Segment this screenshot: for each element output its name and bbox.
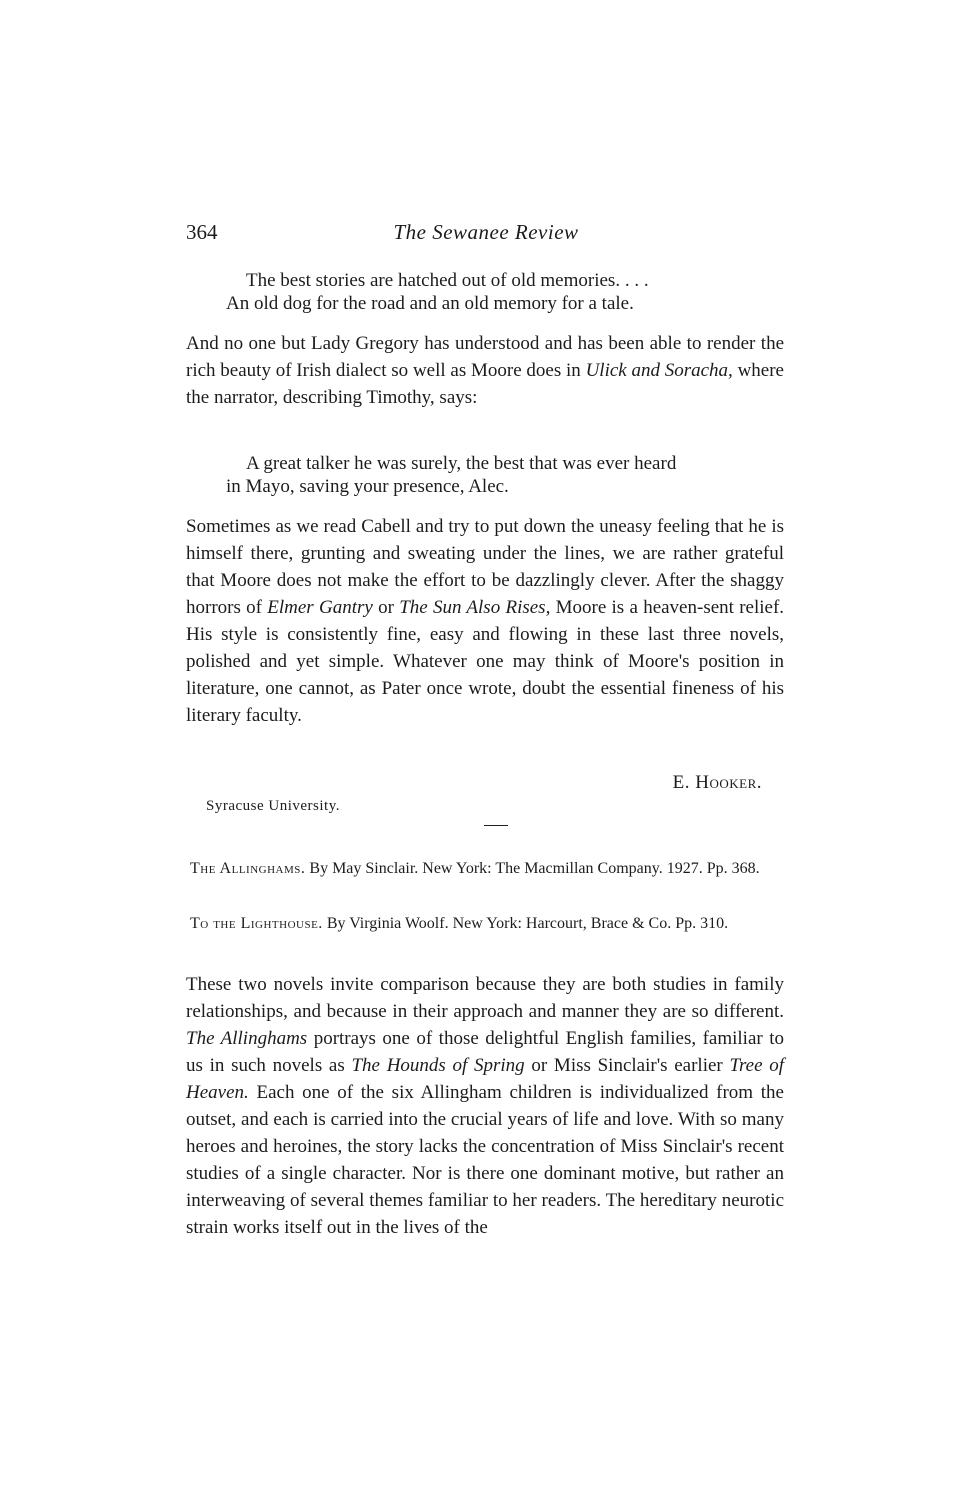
citation-details: By Virginia Woolf. New York: Harcourt, Brace & Co. Pp. 310.: [322, 915, 729, 932]
text-run: portrays one of those delightful English families, familiar to us in such novels as: [186, 1028, 784, 1076]
quote-line: An old dog for the road and an old memory for a tale.: [226, 293, 634, 314]
book-title-hounds-of-spring: The Hounds of Spring: [351, 1055, 525, 1076]
section-divider: [484, 825, 508, 826]
book-citation-lighthouse: [190, 913, 786, 935]
book-title-elmer-gantry: Elmer Gantry: [267, 597, 373, 618]
book-title-sun-also-rises: The Sun Also Rises,: [399, 597, 551, 618]
text-run: Each one of the six Allingham children is individualized from the outset, and each is carried into the crucial years of life and love. With so many heroes and heroines, the story lacks the concentration of Miss Sinclair's recent studies of a single character. Nor is there one dominant motive, but rather an interweaving of several themes familiar to her readers. The hereditary neurotic strain works itself out in the lives of the: [186, 1082, 784, 1238]
book-title-tree-of-heaven: Tree of Heaven.: [186, 1055, 785, 1103]
quote-line: A great talker he was surely, the best that was ever heard: [246, 453, 677, 474]
citation-title: The Allinghams.: [190, 860, 306, 877]
text-run: Moore is a heaven-sent relief. His style is consistently fine, easy and flowing in these last three novels, polished and yet simple. Whatever one may think of Moore's position in literature, one cannot, as Pater once wrote, doubt the essential fineness of his literary faculty.: [186, 597, 785, 726]
book-title-allinghams: The Allinghams: [186, 1028, 308, 1049]
book-citation-allinghams: [190, 858, 786, 880]
citation-title: To the Lighthouse.: [190, 915, 323, 932]
block-quote-memories: [226, 269, 791, 315]
journal-title: The Sewanee Review: [393, 220, 579, 244]
page-number: 364: [186, 220, 218, 244]
text-run: or Miss Sinclair's earlier: [524, 1055, 730, 1076]
quote-line: The best stories are hatched out of old memories. . . .: [246, 270, 649, 291]
quote-line: in Mayo, saving your presence, Alec.: [226, 476, 509, 497]
text-run: or: [372, 597, 400, 618]
text-run: And no one but Lady Gregory has understood and has been able to render the rich beauty of Irish dialect so well as Moore does in: [186, 333, 784, 381]
text-run: These two novels invite comparison because they are both studies in family relationships, and because in their approach and manner they are so different.: [186, 974, 784, 1022]
citation-details: By May Sinclair. New York: The Macmillan Company. 1927. Pp. 368.: [305, 860, 760, 877]
text-run: where the narrator, describing Timothy, says:: [186, 360, 784, 408]
block-quote-timothy: [226, 452, 786, 498]
author-affiliation: Syracuse University.: [206, 798, 340, 814]
running-head: [186, 220, 786, 252]
text-run: Sometimes as we read Cabell and try to put down the uneasy feeling that he is himself there, grunting and sweating under the lines, we are rather grateful that Moore does not make the effort to be dazzlingly clever. After the shaggy horrors of: [186, 516, 784, 618]
paragraph-two-novels: [186, 971, 784, 1241]
paragraph-lady-gregory: [186, 330, 784, 411]
author-signature: E. Hooker.: [672, 772, 762, 793]
paragraph-cabell: [186, 513, 784, 729]
book-title-ulick: Ulick and Soracha,: [585, 360, 733, 381]
